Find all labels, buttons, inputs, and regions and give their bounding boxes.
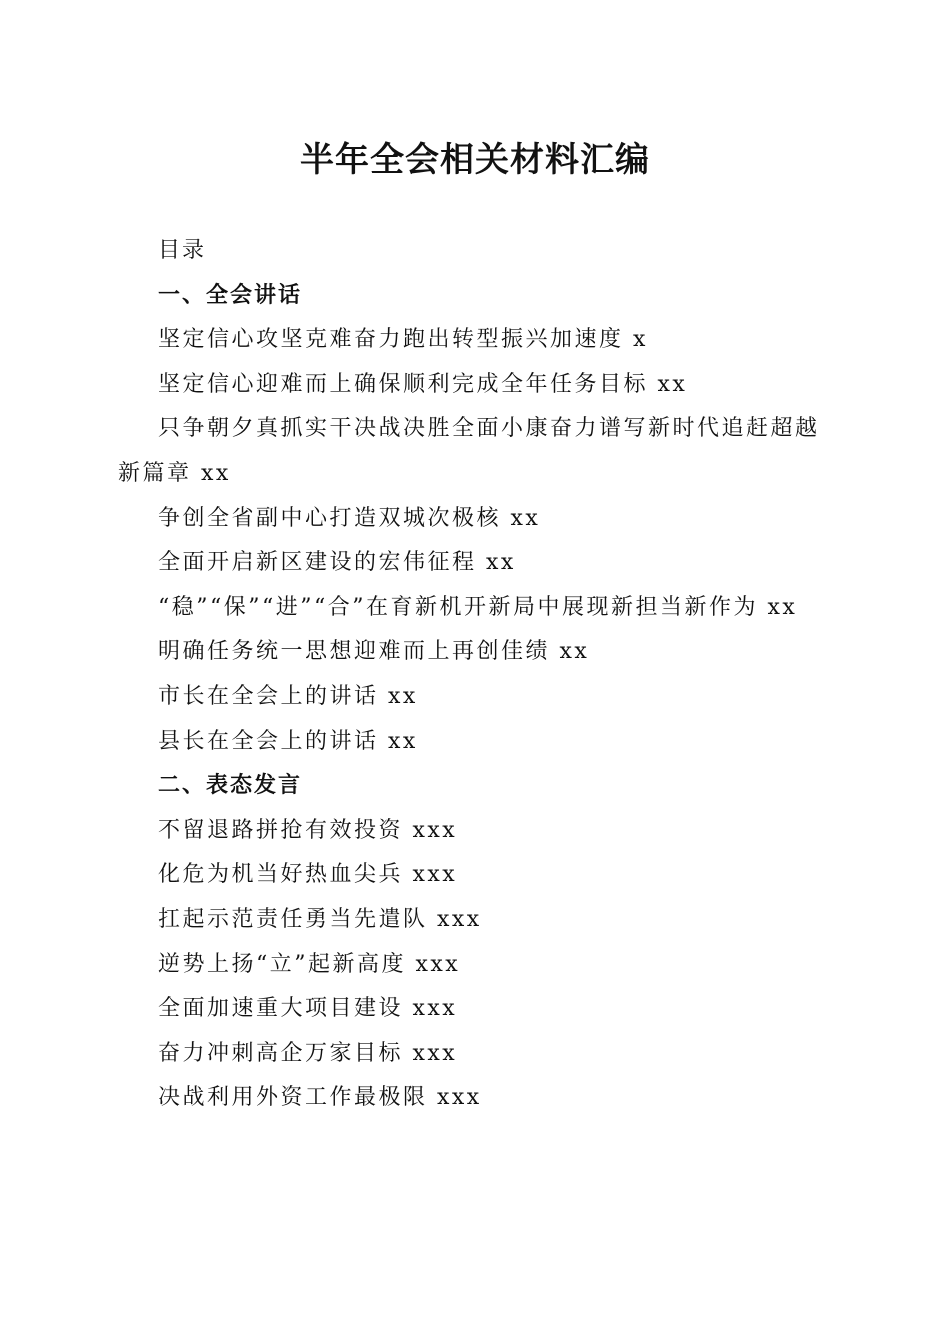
toc-label: 目录 [158, 238, 207, 263]
list-item: 只争朝夕真抓实干决战决胜全面小康奋力谱写新时代追赶超越新篇章 xx [118, 416, 820, 486]
document-title: 半年全会相关材料汇编 [300, 140, 650, 180]
list-item: 坚定信心迎难而上确保顺利完成全年任务目标 xx [158, 371, 688, 397]
list-item: 扛起示范责任勇当先遣队 xxx [158, 906, 482, 932]
list-item: 化危为机当好热血尖兵 xxx [158, 862, 458, 888]
list-item: 奋力冲刺高企万家目标 xxx [158, 1040, 458, 1066]
document-body [118, 229, 828, 1121]
section-heading-statements: 二、表态发言 [158, 773, 303, 799]
list-item: “稳”“保”“进”“合”在育新机开新局中展现新担当新作为 xx [158, 594, 798, 620]
list-item: 市长在全会上的讲话 xx [158, 683, 418, 709]
list-item: 不留退路拼抢有效投资 xxx [158, 817, 458, 843]
list-item: 全面加速重大项目建设 xxx [158, 996, 458, 1022]
list-item: 决战利用外资工作最极限 xxx [158, 1085, 482, 1111]
section-heading-speeches: 一、全会讲话 [158, 282, 303, 308]
list-item: 明确任务统一思想迎难而上再创佳绩 xx [158, 639, 590, 665]
list-item: 县长在全会上的讲话 xx [158, 728, 418, 754]
list-item: 争创全省副中心打造双城次极核 xx [158, 505, 541, 531]
list-item: 全面开启新区建设的宏伟征程 xx [158, 550, 516, 576]
list-item: 逆势上扬“立”起新高度 xxx [158, 951, 461, 977]
list-item: 坚定信心攻坚克难奋力跑出转型振兴加速度 x [158, 327, 648, 353]
